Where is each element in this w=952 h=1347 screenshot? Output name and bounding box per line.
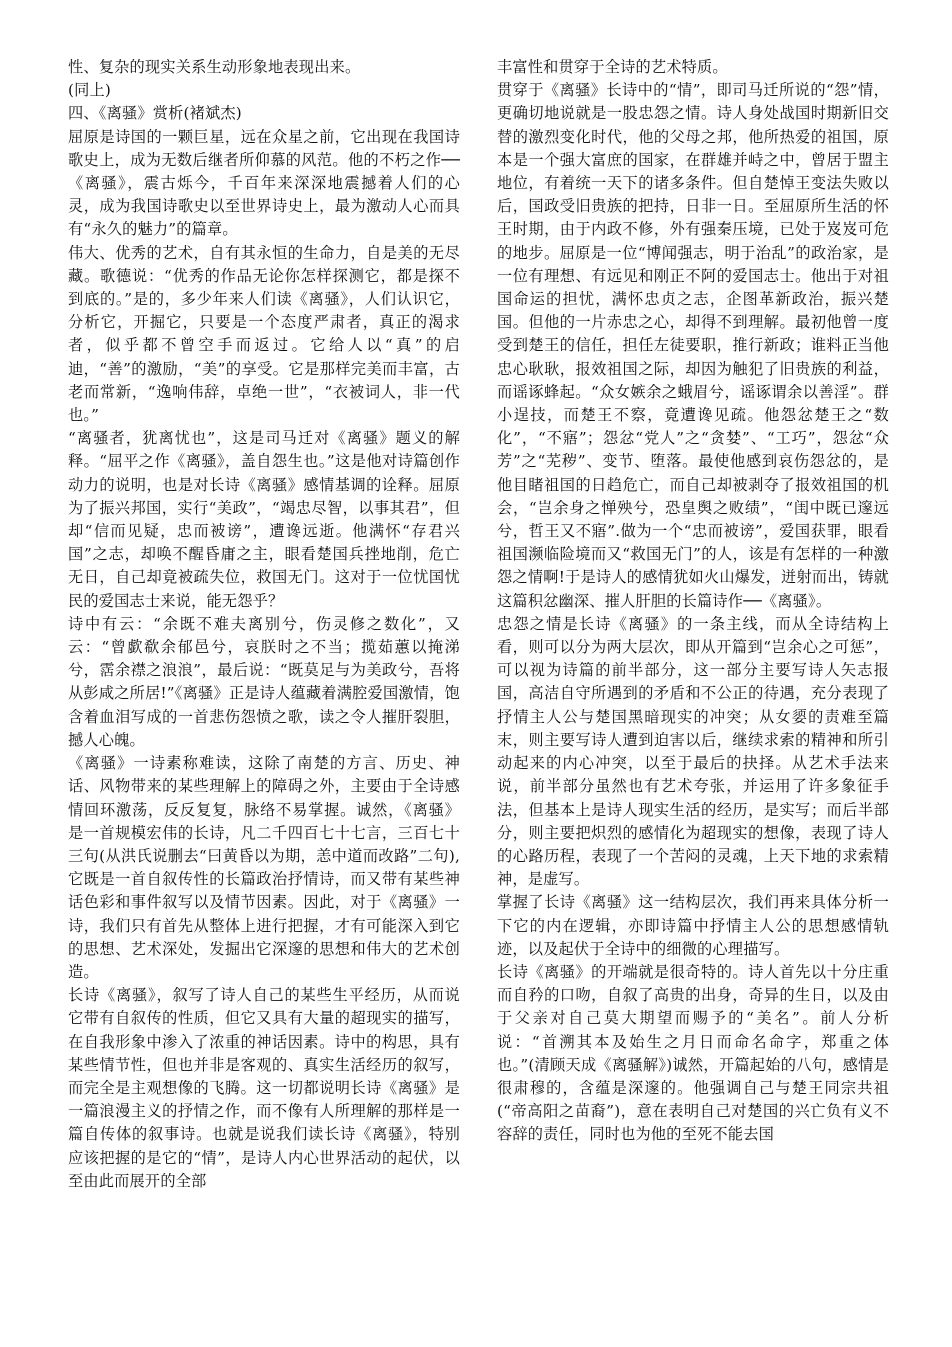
right-paragraph: 丰富性和贯穿于全诗的艺术特质。 [497,58,728,76]
left-paragraph: “离骚者，犹离忧也”，这是司马迁对《离骚》题义的解释。“屈平之作《离骚》，盖自怨生也。”这是他对诗篇创作动力的说明，也是对长诗《离骚》感情基调的诠释。屈原为了振兴邦国，实行“美政”，“竭忠尽智，以事其君”，但却“信而见疑，忠而被谤”，遭谗远逝。他满怀“存君兴国”之志，却唤不醒昏庸之主，眼看楚国兵挫地削，危亡无日，自己却竟被疏失位，救国无门。这对于一位忧国忧民的爱国志士来说，能无怨乎？ [68,429,460,610]
left-paragraph: 伟大、优秀的艺术，自有其永恒的生命力，自是美的无尽藏。歌德说：“优秀的作品无论你怎样探测它，都是探不到底的。”是的，多少年来人们读《离骚》，人们认识它，分析它，开掘它，只要是一个态度严肃者，真正的渴求者，似乎都不曾空手而返过。它给人以“真”的启迪，“善”的激励，“美”的享受。它是那样完美而丰富，古老而常新，“逸响伟辞，卓绝一世”，“衣被词人，非一代也。” [68,243,460,425]
left-paragraph: 长诗《离骚》，叙写了诗人自己的某些生平经历，从而说它带有自叙传的性质，但它又具有大量的超现实的描写，在自我形象中渗入了浓重的神话因素。诗中的构思，具有某些情节性，但也并非是客观的、真实生活经历的叙写，而完全是主观想像的飞腾。这一切都说明长诗《离骚》是一篇浪漫主义的抒情之作，而不像有人所理解的那样是一篇自传体的叙事诗。也就是说我们读长诗《离骚》，特别应该把握的是它的“情”，是诗人内心世界活动的起伏，以至由此而展开的全部 [68,986,460,1190]
right-paragraph: 长诗《离骚》的开端就是很奇特的。诗人首先以十分庄重而自矜的口吻，自叙了高贵的出身，奇异的生日，以及由于父亲对自己莫大期望而赐予的“美名”。前人分析说：“首溯其本及始生之月日而命名命字，郑重之体也。”(清顾天成《离骚解》)诚然，开篇起始的八句，感情是很肃穆的，含蕴是深邃的。他强调自己与楚王同宗共祖(“帝高阳之苗裔”)，意在表明自己对楚国的兴亡负有义不容辞的责任，同时也为他的至死不能去国 [497,962,889,1144]
left-paragraph: 性、复杂的现实关系生动形象地表现出来。 [68,58,361,76]
left-paragraph: 《离骚》一诗素称难读，这除了南楚的方言、历史、神话、风物带来的某些理解上的障碍之外，主要由于全诗感情回环激荡，反反复复，脉络不易掌握。诚然，《离骚》是一首规模宏伟的长诗，凡二千四百七十七言，三百七十三句(从洪氏说删去“曰黄昏以为期，恙中道而改路”二句),它既是一首自叙传性的长篇政治抒情诗，而又带有某些神话色彩和事件叙写以及情节因素。因此，对于《离骚》一诗，我们只有首先从整体上进行把握，才有可能深入到它的思想、艺术深处，发掘出它深邃的思想和伟大的艺术创造。 [68,754,460,981]
right-paragraph: 掌握了长诗《离骚》这一结构层次，我们再来具体分析一下它的内在逻辑，亦即诗篇中抒情主人公的思想感情轨迹，以及起伏于全诗中的细微的心理描写。 [497,893,889,958]
left-column [68,56,460,1193]
left-paragraph: 诗中有云：“余既不难夫离别兮，伤灵修之数化”，又云：“曾歔欷余郁邑兮，哀朕时之不当；揽茹蕙以掩涕兮，霑余襟之浪浪”，最后说：“既莫足与为美政兮，吾将从彭咸之所居!”《离骚》正是诗人蕴藏着满腔爱国激情，饱含着血泪写成的一首悲伤怨愤之歌，读之令人摧肝裂胆，撼人心魄。 [68,614,460,749]
right-paragraph: 贯穿于《离骚》长诗中的“情”，即司马迁所说的“怨”情，更确切地说就是一股忠怨之情。诗人身处战国时期新旧交替的激烈变化时代，他的父母之邦，他所热爱的祖国，原本是一个强大富庶的国家，在群雄并峙之中，曾居于盟主地位，有着统一天下的诸多条件。但自楚悼王变法失败以后，国政受旧贵族的把持，日非一日。至屈原所生活的怀王时期，由于内政不修，外有强秦压境，已处于岌岌可危的地步。屈原是一位“博闻强志，明于治乱”的政治家，是一位有理想、有远见和刚正不阿的爱国志士。他出于对祖国命运的担忧，满怀忠贞之志，企图革新政治，振兴楚国。但他的一片赤忠之心，却得不到理解。最初他曾一度受到楚王的信任，担任左徒要职，推行新政；谁料正当他忠心耿耿，报效祖国之际，却因为触犯了旧贵族的利益，而谣诼蜂起。“众女嫉余之蛾眉兮，谣诼谓余以善淫”。群小逞技，而楚王不察，竟遭谗见疏。他怨忿楚王之“数化”，“不寤”；怨忿“党人”之“贪婪”、“工巧”，怨忿“众芳”之“芜秽”、变节、堕落。最使他感到哀伤怨忿的，是他目睹祖国的日趋危亡，而自己却被剥夺了报效祖国的机会，“岂余身之惮殃兮，恐皇舆之败绩”，“闺中既已邃远兮，哲王又不寤”.做为一个“忠而被谤”，爱国获罪，眼看祖国濒临险境而又“救国无门”的人，该是有怎样的一种激怨之情啊!于是诗人的感情犹如火山爆发，迸射而出，铸就这篇积忿幽深、摧人肝胆的长篇诗作──《离骚》。 [497,81,889,610]
right-paragraph: 忠怨之情是长诗《离骚》的一条主线，而从全诗结构上看，则可以分为两大层次，即从开篇到“岂余心之可惩”，可以视为诗篇的前半部分，这一部分主要写诗人矢志报国，高洁自守所遇到的矛盾和不公正的待遇，充分表现了抒情主人公与楚国黑暗现实的冲突；从女媭的责难至篇末，则主要写诗人遭到迫害以后，继续求索的精神和所引动起来的内心冲突，以至于最后的抉择。从艺术手法来说，前半部分虽然也有艺术夸张，并运用了许多象征手法，但基本上是诗人现实生活的经历，是实写；而后半部分，则主要把炽烈的感情化为超现实的想像，表现了诗人的心路历程，表现了一个苦闷的灵魂，上天下地的求索精神，是虚写。 [497,614,889,889]
left-paragraph: (同上) [68,81,112,100]
left-paragraph: 屈原是诗国的一颗巨星，远在众星之前，它出现在我国诗歌史上，成为无数后继者所仰慕的风范。他的不朽之作──《离骚》，震古烁今，千百年来深深地震撼着人们的心灵，成为我国诗歌史以至世界诗史上，最为激动人心而具有“永久的魅力”的篇章。 [68,127,460,239]
right-column [497,56,889,1147]
section-heading: 四、《离骚》赏析(褚斌杰) [68,104,242,123]
